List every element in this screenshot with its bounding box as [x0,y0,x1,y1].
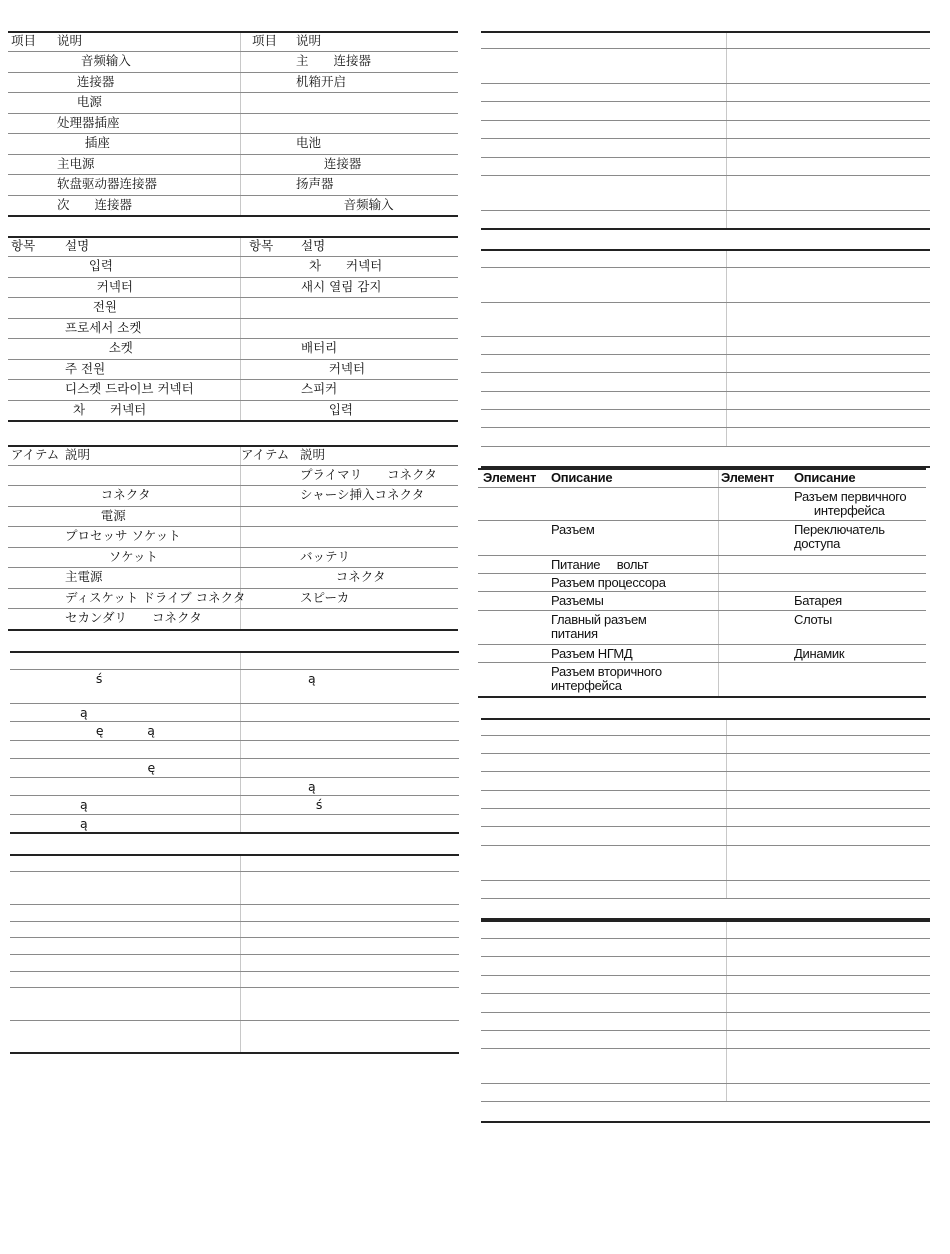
header-item: Элемент [721,470,775,485]
row-divider [481,302,930,303]
row-divider [481,1012,930,1013]
row-divider [10,758,459,759]
cell-description: Разъем первичного интерфейса [794,489,907,518]
cell-description: 处理器插座 [57,115,120,130]
row-divider [478,487,926,488]
row-divider [478,591,926,592]
cell-description: Разъем [551,522,595,537]
row-divider [8,485,458,486]
cell-description: 전원 [65,299,117,314]
row-divider [10,795,459,796]
table-rule [10,1052,459,1054]
cell-description: 입력 [301,402,353,417]
row-divider [481,210,930,211]
cell-description: 프로세서 소켓 [65,320,142,335]
row-divider [8,297,458,298]
cell-description: 音频输入 [57,53,131,68]
row-divider [8,588,458,589]
header-item: Элемент [483,470,537,485]
row-divider [481,1030,930,1031]
cell-description: ą [300,671,316,686]
row-divider [481,753,930,754]
row-divider [481,956,930,957]
table-rule [481,718,930,720]
row-divider [481,101,930,102]
table-blank-left [10,854,459,1052]
column-divider [726,920,727,1101]
row-divider [481,409,930,410]
row-divider [10,1020,459,1021]
table-rule [481,920,930,922]
cell-description: Разъем НГМД [551,646,633,661]
cell-description: 차 커넥터 [301,258,383,273]
header-item: アイテム [241,447,290,462]
row-divider [478,555,926,556]
row-divider [8,92,458,93]
row-divider [8,256,458,257]
cell-description: Разъем процессора [551,575,666,590]
cell-description: プライマリ コネクタ [300,467,437,482]
row-divider [481,120,930,121]
row-divider [10,987,459,988]
cell-description: 音频输入 [296,197,394,212]
row-divider [481,975,930,976]
header-item: 项目 [252,33,278,48]
row-divider [481,354,930,355]
row-divider [10,814,459,815]
table-blank-right-1 [481,31,930,228]
row-divider [10,740,459,741]
row-divider [8,72,458,73]
header-description: 说明 [296,33,322,48]
table-rule [10,832,459,834]
cell-description: 机箱开启 [296,74,347,89]
row-divider [481,898,930,899]
cell-description: Главный разъем питания [551,612,647,641]
table-russian [478,468,926,696]
row-divider [8,338,458,339]
row-divider [10,721,459,722]
header-description: Описание [551,470,613,485]
row-divider [8,359,458,360]
cell-description: 次 连接器 [57,197,133,212]
row-divider [481,771,930,772]
cell-description: Разъем вторичного интерфейса [551,664,662,693]
column-divider [726,249,727,446]
table-rule [478,468,926,470]
row-divider [8,195,458,196]
cell-description: ą [300,779,316,794]
cell-description: 입력 [65,258,113,273]
table-rule [481,249,930,251]
row-divider [481,336,930,337]
table-rule [10,651,459,653]
cell-description: コネクタ [300,569,386,584]
column-divider [240,651,241,832]
row-divider [481,48,930,49]
cell-description: Батарея [794,593,842,608]
cell-description: 插座 [57,135,110,150]
table-rule [8,420,458,422]
cell-description: ś [72,671,103,686]
cell-description: ę ą [72,723,155,738]
row-divider [10,921,459,922]
row-divider [10,954,459,955]
table-polish [10,651,459,832]
cell-description: 소켓 [65,340,133,355]
cell-description: 连接器 [57,74,115,89]
row-divider [478,610,926,611]
column-divider [726,31,727,228]
cell-description: 차 커넥터 [65,402,147,417]
row-divider [8,174,458,175]
cell-description: バッテリ [300,549,351,564]
table-rule [10,854,459,856]
cell-description: 電源 [65,508,126,523]
row-divider [10,971,459,972]
cell-description: ą [72,797,88,812]
cell-description: 主 连接器 [296,53,372,68]
column-divider [240,854,241,1052]
table-blank-right-4 [481,920,930,1101]
row-divider [478,644,926,645]
cell-description: 새시 열림 감지 [301,279,382,294]
row-divider [8,277,458,278]
header-description: 설명 [301,238,326,253]
table-rule [481,1121,930,1123]
header-description: 说明 [57,33,83,48]
cell-description: Слоты [794,612,832,627]
table-blank-right-3 [481,718,930,898]
header-description: Описание [794,470,856,485]
table-rule [478,696,926,698]
row-divider [8,465,458,466]
row-divider [8,154,458,155]
row-divider [10,669,459,670]
row-divider [481,845,930,846]
row-divider [481,138,930,139]
row-divider [8,113,458,114]
cell-description: 软盘驱动器连接器 [57,176,158,191]
row-divider [481,267,930,268]
row-divider [8,133,458,134]
cell-description: ś [300,797,323,812]
row-divider [10,703,459,704]
row-divider [481,175,930,176]
cell-description: 扬声器 [296,176,334,191]
table-rule [8,215,458,217]
row-divider [481,157,930,158]
row-divider [8,318,458,319]
row-divider [481,446,930,447]
cell-description: ソケット [65,549,158,564]
table-rule [481,228,930,230]
table-chinese [8,31,458,215]
cell-description: 스피커 [301,381,338,396]
row-divider [481,427,930,428]
header-item: 항목 [249,238,274,253]
table-rule [481,31,930,33]
cell-description: 배터리 [301,340,338,355]
row-divider [10,904,459,905]
cell-description: ą [72,816,88,831]
cell-description: 커넥터 [65,279,134,294]
cell-description: シャーシ挿入コネクタ [300,487,425,502]
cell-description: 连接器 [296,156,362,171]
header-item: アイテム [11,447,60,462]
cell-description: 电池 [296,135,322,150]
row-divider [481,1083,930,1084]
row-divider [10,937,459,938]
cell-description: 커넥터 [301,361,366,376]
row-divider [8,379,458,380]
row-divider [8,526,458,527]
row-divider [8,608,458,609]
cell-description: セカンダリ コネクタ [65,610,202,625]
table-blank-right-2 [481,249,930,446]
row-divider [481,83,930,84]
row-divider [481,808,930,809]
row-divider [481,1101,930,1102]
cell-description: スピーカ [300,590,350,605]
cell-description: Питание вольт [551,557,649,572]
column-divider [240,31,241,215]
cell-description: 电源 [57,94,102,109]
header-description: 説明 [300,447,326,462]
row-divider [481,372,930,373]
row-divider [481,1048,930,1049]
cell-description: 主電源 [65,569,103,584]
cell-description: Разъемы [551,593,604,608]
row-divider [478,573,926,574]
cell-description: Динамик [794,646,845,661]
cell-description: 주 전원 [65,361,106,376]
cell-description: プロセッサ ソケット [65,528,181,543]
cell-description: 主电源 [57,156,95,171]
header-description: 설명 [65,238,90,253]
cell-description: ディスケット ドライブ コネクタ [65,590,246,605]
cell-description: 디스켓 드라이브 커넥터 [65,381,194,396]
table-korean [8,236,458,420]
table-japanese [8,445,458,629]
header-description: 説明 [65,447,91,462]
row-divider [478,520,926,521]
column-divider [240,236,241,420]
cell-description: Переключатель доступа [794,522,885,551]
header-item: 항목 [11,238,36,253]
cell-description: ą [72,705,88,720]
row-divider [8,547,458,548]
header-item: 项目 [11,33,37,48]
row-divider [8,567,458,568]
row-divider [10,871,459,872]
row-divider [481,391,930,392]
row-divider [8,51,458,52]
cell-description: ę [72,760,156,775]
row-divider [481,735,930,736]
row-divider [10,777,459,778]
row-divider [8,400,458,401]
row-divider [481,790,930,791]
row-divider [481,826,930,827]
row-divider [481,993,930,994]
cell-description: コネクタ [65,487,151,502]
table-rule [8,629,458,631]
row-divider [481,880,930,881]
row-divider [8,506,458,507]
row-divider [481,938,930,939]
row-divider [478,662,926,663]
